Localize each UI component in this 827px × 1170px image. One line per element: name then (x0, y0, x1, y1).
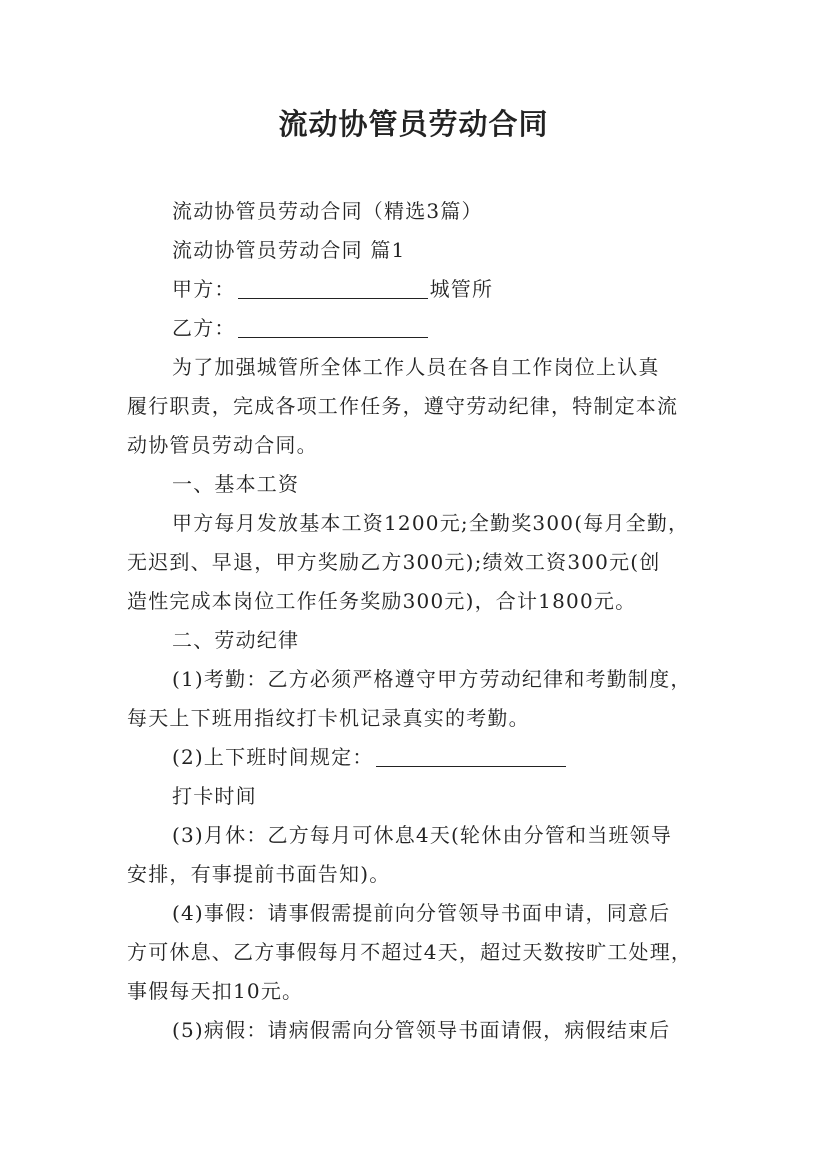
paragraph-line (127, 1011, 707, 1050)
line-text: 无迟到、早退，甲方奖励乙方300元);绩效工资300元(创 (127, 550, 661, 574)
line-text: 一、基本工资 (172, 472, 300, 496)
paragraph-line (127, 504, 707, 543)
line-text: 二、劳动纪律 (172, 628, 300, 652)
paragraph-line (127, 309, 707, 348)
line-text: 安排，有事提前书面告知)。 (127, 862, 391, 886)
paragraph-line (127, 972, 707, 1011)
fill-in-blank (376, 740, 566, 767)
line-text: (5)病假：请病假需向分管领导书面请假，病假结束后 (172, 1018, 671, 1042)
paragraph-line (127, 543, 707, 582)
line-text: 动协管员劳动合同。 (127, 433, 318, 457)
line-text: 甲方： (172, 277, 236, 301)
paragraph-line (127, 777, 707, 816)
line-text: 流动协管员劳动合同（精选3篇） (172, 199, 483, 223)
line-suffix: 城管所 (429, 277, 494, 301)
paragraph-line (127, 621, 707, 660)
line-text: (2)上下班时间规定： (172, 745, 374, 769)
paragraph-line (127, 738, 707, 777)
paragraph-line (127, 348, 707, 387)
fill-in-blank (238, 311, 428, 338)
paragraph-line (127, 855, 707, 894)
fill-in-blank (238, 272, 428, 299)
line-text: 甲方每月发放基本工资1200元;全勤奖300(每月全勤， (172, 511, 690, 535)
line-text: 乙方： (172, 316, 236, 340)
paragraph-line (127, 582, 707, 621)
paragraph-line (127, 816, 707, 855)
line-text: (4)事假：请事假需提前向分管领导书面申请，同意后 (172, 901, 671, 925)
line-text: 造性完成本岗位工作任务奖励300元)，合计1800元。 (127, 589, 637, 613)
line-text: 方可休息、乙方事假每月不超过4天，超过天数按旷工处理， (127, 940, 693, 964)
paragraph-line (127, 699, 707, 738)
paragraph-line (127, 660, 707, 699)
line-text: 事假每天扣10元。 (127, 979, 304, 1003)
paragraph-line (127, 387, 707, 426)
line-text: (3)月休：乙方每月可休息4天(轮休由分管和当班领导 (172, 823, 673, 847)
paragraph-line (127, 933, 707, 972)
paragraph-line (127, 894, 707, 933)
document-title: 流动协管员劳动合同 (278, 107, 549, 141)
paragraph-line (127, 426, 707, 465)
line-text: 流动协管员劳动合同 篇1 (172, 238, 406, 262)
line-text: 履行职责，完成各项工作任务，遵守劳动纪律，特制定本流 (127, 394, 679, 418)
paragraph-line (127, 192, 707, 231)
document-body (127, 192, 707, 1050)
line-text: 打卡时间 (172, 784, 257, 808)
paragraph-line (127, 270, 707, 309)
paragraph-line (127, 465, 707, 504)
line-text: 每天上下班用指纹打卡机记录真实的考勤。 (127, 706, 530, 730)
line-text: 为了加强城管所全体工作人员在各自工作岗位上认真 (172, 355, 660, 379)
paragraph-line (127, 231, 707, 270)
line-text: (1)考勤：乙方必须严格遵守甲方劳动纪律和考勤制度， (172, 667, 692, 691)
